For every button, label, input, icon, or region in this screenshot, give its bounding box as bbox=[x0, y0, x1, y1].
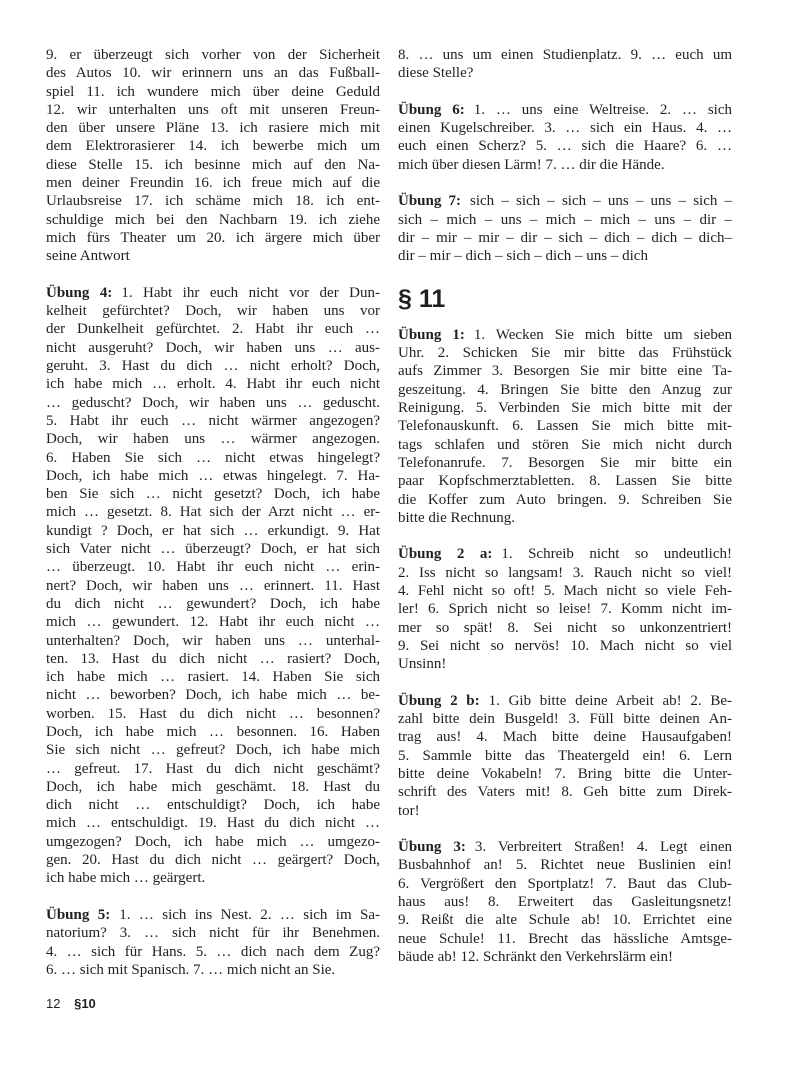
line-text: sich – sich – sich – uns – uns – sich – bbox=[470, 193, 733, 210]
text-line bbox=[46, 64, 380, 82]
line-text: kundigt ? Doch, er hat sich … erkundigt. 9. Hat bbox=[46, 522, 380, 539]
line-text: Urlaubsreise 17. ich schäme mich 18. ich ent- bbox=[46, 193, 380, 210]
text-line bbox=[398, 783, 732, 801]
left-column bbox=[46, 46, 380, 997]
text-line bbox=[398, 930, 732, 948]
text-line bbox=[398, 692, 732, 710]
text-line bbox=[398, 137, 732, 155]
text-line bbox=[46, 686, 380, 704]
text-line bbox=[46, 778, 380, 796]
line-text: 9. Sei nicht so nervös! 10. Mach nicht so viel bbox=[398, 637, 732, 654]
text-line bbox=[46, 284, 380, 302]
text-line bbox=[398, 362, 732, 380]
line-text: ich habe mich … geärgert. bbox=[46, 870, 206, 887]
line-text: 6. Haben Sie sich … nicht etwas hingelegt? bbox=[46, 449, 380, 466]
line-text: 8. … uns um einen Studienplatz. 9. … euch um bbox=[398, 47, 732, 63]
text-line bbox=[46, 869, 380, 887]
text-line bbox=[398, 472, 732, 490]
line-text: Uhr. 2. Schicken Sie mir bitte das Frühstück bbox=[398, 345, 732, 362]
section-heading: § 11 bbox=[398, 284, 446, 313]
text-line bbox=[398, 454, 732, 472]
line-text: neue Schule! 11. Brecht das hässliche Amtsge- bbox=[398, 930, 732, 947]
text-line bbox=[46, 632, 380, 650]
line-text: 4. Fehl nicht so oft! 5. Mach nicht so viele Feh- bbox=[398, 583, 732, 600]
line-text: tags schlafen und stören Sie mich nicht durch bbox=[398, 436, 732, 453]
line-text: geruht. 3. Hast du dich … nicht erholt? Doch, bbox=[46, 358, 380, 375]
text-line bbox=[398, 211, 732, 229]
text-line bbox=[398, 344, 732, 362]
line-text: … überzeugt. 10. Habt ihr euch nicht … erin- bbox=[46, 559, 380, 576]
text-line bbox=[398, 192, 732, 210]
line-text: Unsinn! bbox=[398, 656, 447, 673]
line-text: die Koffer zum Auto bringen. 9. Schreiben Sie bbox=[398, 491, 732, 508]
text-line bbox=[398, 491, 732, 509]
text-line bbox=[398, 710, 732, 728]
text-line bbox=[398, 637, 732, 655]
text-line bbox=[46, 943, 380, 961]
text-line bbox=[398, 436, 732, 454]
line-text: ich habe mich … erholt. 4. Habt ihr euch nicht bbox=[46, 376, 380, 393]
exercise-answer-block bbox=[46, 906, 380, 979]
text-line bbox=[46, 723, 380, 741]
text-line bbox=[46, 229, 380, 247]
text-line bbox=[46, 467, 380, 485]
text-line bbox=[398, 875, 732, 893]
right-column-bottom bbox=[398, 326, 732, 966]
text-line bbox=[46, 302, 380, 320]
line-text: Telefonauskunft. 6. Lassen Sie mich bitte mit- bbox=[398, 418, 732, 435]
line-text: sich Vater nicht … überzeugt? Doch, er hat sich bbox=[46, 541, 380, 558]
text-line bbox=[398, 747, 732, 765]
line-text: 2. Iss nicht so langsam! 3. Rauch nicht so viel! bbox=[398, 564, 732, 581]
line-text: Sie sich nicht … gefreut? Doch, ich habe mich bbox=[46, 742, 380, 759]
line-text: mer so spät! 8. Sei nicht so unkonzentriert! bbox=[398, 619, 732, 636]
line-text: diese Stelle? bbox=[398, 65, 474, 82]
text-line bbox=[46, 320, 380, 338]
line-text: bitte deine Vokabeln! 7. Bring bitte die Unter- bbox=[398, 765, 732, 782]
text-line bbox=[398, 619, 732, 637]
right-column bbox=[398, 46, 732, 985]
text-line bbox=[46, 339, 380, 357]
line-text: 9. Reißt die alte Schule ab! 10. Errichtet eine bbox=[398, 912, 732, 929]
line-text: umgezogen? Doch, ich habe mich … umgezo- bbox=[46, 833, 380, 850]
line-text: 5. Habt ihr euch … nicht wärmer angezogen? bbox=[46, 412, 380, 429]
line-text: mich … entschuldigt. 19. Hast du dich nicht … bbox=[46, 815, 380, 832]
line-text: 1. Schreib nicht so undeutlich! bbox=[501, 546, 733, 563]
text-line bbox=[46, 375, 380, 393]
exercise-label: Übung 5: bbox=[46, 906, 111, 923]
text-line bbox=[46, 613, 380, 631]
text-line bbox=[46, 540, 380, 558]
text-line bbox=[46, 394, 380, 412]
text-line bbox=[46, 705, 380, 723]
line-text: 1. Gib bitte deine Arbeit ab! 2. Be- bbox=[488, 692, 732, 709]
text-line bbox=[46, 650, 380, 668]
line-text: euch einen Scherz? 5. … sich die Haare? 6. … bbox=[398, 138, 732, 155]
text-line bbox=[46, 119, 380, 137]
text-line bbox=[398, 399, 732, 417]
footer-section: §10 bbox=[74, 996, 96, 1011]
text-line bbox=[398, 948, 732, 966]
exercise-answer-block bbox=[398, 101, 732, 174]
right-column-top bbox=[398, 46, 732, 266]
text-line bbox=[46, 174, 380, 192]
line-text: Telefonanrufe. 7. Besorgen Sie mir bitte ein bbox=[398, 454, 732, 471]
continued-answer-block bbox=[398, 46, 732, 83]
line-text: mich … gewundert. 12. Habt ihr euch nicht … bbox=[46, 614, 380, 631]
text-line bbox=[46, 668, 380, 686]
line-text: Doch, ich habe mich … besonnen. 16. Haben bbox=[46, 723, 380, 740]
text-line bbox=[46, 137, 380, 155]
line-text: du dich nicht … gewundert? Doch, ich habe bbox=[46, 595, 380, 612]
exercise-answer-block bbox=[398, 692, 732, 820]
text-line bbox=[46, 101, 380, 119]
line-text: aufs Zimmer 3. Besorgen Sie mir bitte eine Ta- bbox=[398, 363, 732, 380]
text-line bbox=[398, 582, 732, 600]
text-line bbox=[398, 600, 732, 618]
line-text: spiel 11. ich wundere mich über deine Geduld bbox=[46, 83, 380, 100]
continued-answer-block bbox=[46, 46, 380, 266]
exercise-answer-block bbox=[398, 326, 732, 527]
text-line bbox=[398, 728, 732, 746]
line-text: ler! 6. Sprich nicht so leise! 7. Komm nicht im- bbox=[398, 601, 732, 618]
line-text: des Autos 10. wir erinnern uns an das Fußball- bbox=[46, 65, 380, 82]
text-line bbox=[46, 485, 380, 503]
text-line bbox=[46, 577, 380, 595]
line-text: mich … gesetzt. 8. Hat sich der Arzt nicht … er- bbox=[46, 504, 380, 521]
line-text: dir – mir – mir – dir – sich – dich – dich – dich– bbox=[398, 229, 732, 246]
text-line bbox=[46, 83, 380, 101]
text-line bbox=[398, 247, 732, 265]
line-text: Doch, ich habe mich … etwas hingelegt. 7. Ha- bbox=[46, 467, 380, 484]
text-line bbox=[46, 211, 380, 229]
line-text: trag aus! 4. Mach bitte deine Hausaufgaben! bbox=[398, 729, 732, 746]
line-text: 9. er überzeugt sich vorher von der Sicherheit bbox=[46, 47, 380, 63]
text-line bbox=[398, 46, 732, 64]
text-line bbox=[398, 64, 732, 82]
exercise-label: Übung 4: bbox=[46, 284, 113, 301]
exercise-label: Übung 1: bbox=[398, 326, 465, 343]
line-text: nert? Doch, wir haben uns … erinnert. 11. Hast bbox=[46, 577, 380, 594]
text-line bbox=[398, 856, 732, 874]
line-text: 1. Wecken Sie mich bitte um sieben bbox=[473, 326, 732, 343]
text-line bbox=[398, 893, 732, 911]
text-line bbox=[398, 802, 732, 820]
line-text: kelheit gefürchtet? Doch, wir haben uns vor bbox=[46, 303, 380, 320]
text-line bbox=[398, 156, 732, 174]
text-line bbox=[46, 796, 380, 814]
text-line bbox=[46, 833, 380, 851]
line-text: 1. … sich ins Nest. 2. … sich im Sa- bbox=[119, 906, 381, 923]
exercise-answer-block bbox=[398, 192, 732, 265]
exercise-answer-block bbox=[398, 838, 732, 966]
line-text: mich über diesen Lärm! 7. … dir die Hände. bbox=[398, 156, 665, 173]
line-text: gen. 20. Hast du dich nicht … geärgert? Doch, bbox=[46, 852, 380, 869]
line-text: Doch, ich habe mich geschämt. 18. Hast du bbox=[46, 778, 380, 795]
line-text: bäude ab! 12. Schränkt den Verkehrslärm ein! bbox=[398, 948, 674, 965]
text-line bbox=[398, 765, 732, 783]
line-text: mich fürs Theater um 20. ich ärgere mich über bbox=[46, 229, 380, 246]
text-line bbox=[46, 760, 380, 778]
text-line bbox=[46, 558, 380, 576]
line-text: ich habe mich … rasiert. 14. Haben Sie sich bbox=[46, 669, 380, 686]
text-line bbox=[46, 741, 380, 759]
text-line bbox=[46, 522, 380, 540]
line-text: schuldige mich bei den Nachbarn 19. ich ziehe bbox=[46, 211, 380, 228]
exercise-label: Übung 7: bbox=[398, 193, 462, 210]
line-text: sich – mich – uns – mich – mich – uns – dir – bbox=[398, 211, 732, 228]
text-line bbox=[398, 911, 732, 929]
text-line bbox=[46, 46, 380, 64]
line-text: Busbahnhof an! 5. Richtet neue Buslinien ein! bbox=[398, 857, 732, 874]
text-line bbox=[46, 357, 380, 375]
line-text: 1. … uns eine Weltreise. 2. … sich bbox=[473, 101, 732, 118]
line-text: dich nicht … entschuldigt? Doch, ich habe bbox=[46, 797, 380, 814]
text-line bbox=[398, 326, 732, 344]
line-text: 6. … sich mit Spanisch. 7. … mich nicht an Sie. bbox=[46, 961, 336, 978]
text-line bbox=[398, 509, 732, 527]
line-text: den über unsere Pläne 13. ich rasiere mich mit bbox=[46, 120, 380, 137]
text-line bbox=[46, 814, 380, 832]
line-text: der Dunkelheit gefürchtet. 2. Habt ihr euch … bbox=[46, 321, 380, 338]
line-text: schrift des Vaters mit! 8. Geh bitte zum Direk- bbox=[398, 784, 732, 801]
line-text: dem Elektrorasierer 14. ich bewerbe mich um bbox=[46, 138, 380, 155]
line-text: … gefreut. 17. Hast du dich nicht geschämt? bbox=[46, 760, 380, 777]
line-text: zahl bitte dein Busgeld! 3. Füll bitte deinen An- bbox=[398, 711, 732, 728]
exercise-label: Übung 6: bbox=[398, 101, 465, 118]
line-text: nicht ausgeruht? Doch, wir haben uns … aus- bbox=[46, 339, 380, 356]
line-text: haus aus! 8. Erweitert das Gasleitungsnetz! bbox=[398, 894, 732, 911]
text-line bbox=[46, 430, 380, 448]
line-text: 3. Verbreitert Straßen! 4. Legt einen bbox=[474, 839, 732, 856]
text-line bbox=[46, 924, 380, 942]
page-footer bbox=[46, 996, 96, 1011]
line-text: dir – mir – dich – sich – dich – uns – dich bbox=[398, 248, 648, 265]
line-text: 5. Sammle bitte das Theatergeld ein! 6. Lern bbox=[398, 747, 732, 764]
text-line bbox=[398, 119, 732, 137]
text-line bbox=[46, 906, 380, 924]
text-line bbox=[46, 449, 380, 467]
exercise-label: Übung 3: bbox=[398, 839, 466, 856]
text-line bbox=[46, 156, 380, 174]
line-text: diese Stelle 15. ich besinne mich auf den Na- bbox=[46, 156, 380, 173]
exercise-answer-block bbox=[398, 545, 732, 673]
page-number: 12 bbox=[46, 996, 61, 1011]
line-text: geszeitung. 4. Bringen Sie bitte den Anzug zur bbox=[398, 381, 732, 398]
line-text: seine Antwort bbox=[46, 248, 130, 265]
line-text: nicht … beworben? Doch, ich habe mich … be- bbox=[46, 687, 380, 704]
text-line bbox=[46, 851, 380, 869]
line-text: … geduscht? Doch, wir haben uns … geduscht. bbox=[46, 394, 380, 411]
exercise-label: Übung 2 a: bbox=[398, 546, 493, 563]
text-line bbox=[46, 595, 380, 613]
line-text: Doch, wir haben uns … wärmer angezogen. bbox=[46, 431, 380, 448]
text-line bbox=[398, 381, 732, 399]
line-text: tor! bbox=[398, 802, 420, 819]
text-line bbox=[46, 247, 380, 265]
line-text: ben Sie sich … nicht gesetzt? Doch, ich habe bbox=[46, 486, 380, 503]
line-text: einen Kugelschreiber. 3. … sich ein Haus. 4. … bbox=[398, 120, 732, 137]
text-line bbox=[46, 961, 380, 979]
line-text: 6. Vergrößert den Sportplatz! 7. Baut das Club- bbox=[398, 875, 732, 892]
text-line bbox=[398, 229, 732, 247]
text-line bbox=[46, 412, 380, 430]
line-text: paar Kopfschmerztabletten. 8. Lassen Sie bitte bbox=[398, 473, 732, 490]
text-line bbox=[398, 417, 732, 435]
line-text: Reinigung. 5. Verbinden Sie mich bitte mit der bbox=[398, 400, 732, 417]
text-line bbox=[398, 101, 732, 119]
text-line bbox=[398, 545, 732, 563]
line-text: 12. wir unterhalten uns oft mit unseren Freun- bbox=[46, 101, 380, 118]
text-line bbox=[398, 838, 732, 856]
exercise-label: Übung 2 b: bbox=[398, 692, 480, 709]
line-text: 1. Habt ihr euch nicht vor der Dun- bbox=[121, 284, 380, 301]
line-text: bitte die Rechnung. bbox=[398, 509, 516, 526]
text-line bbox=[398, 655, 732, 673]
line-text: unterhalten? Doch, wir haben uns … unterhal- bbox=[46, 632, 380, 649]
exercise-answer-block bbox=[46, 284, 380, 888]
line-text: men deiner Freundin 16. ich freue mich auf die bbox=[46, 175, 380, 192]
line-text: ten. 13. Hast du dich nicht … rasiert? Doch, bbox=[46, 650, 380, 667]
text-line bbox=[398, 564, 732, 582]
line-text: 4. … sich für Hans. 5. … dich nach dem Zug? bbox=[46, 943, 380, 960]
line-text: worben. 15. Hast du dich nicht … besonnen? bbox=[46, 705, 380, 722]
text-line bbox=[46, 192, 380, 210]
text-line bbox=[46, 503, 380, 521]
line-text: natorium? 3. … sich nicht für ihr Benehmen. bbox=[46, 925, 380, 942]
